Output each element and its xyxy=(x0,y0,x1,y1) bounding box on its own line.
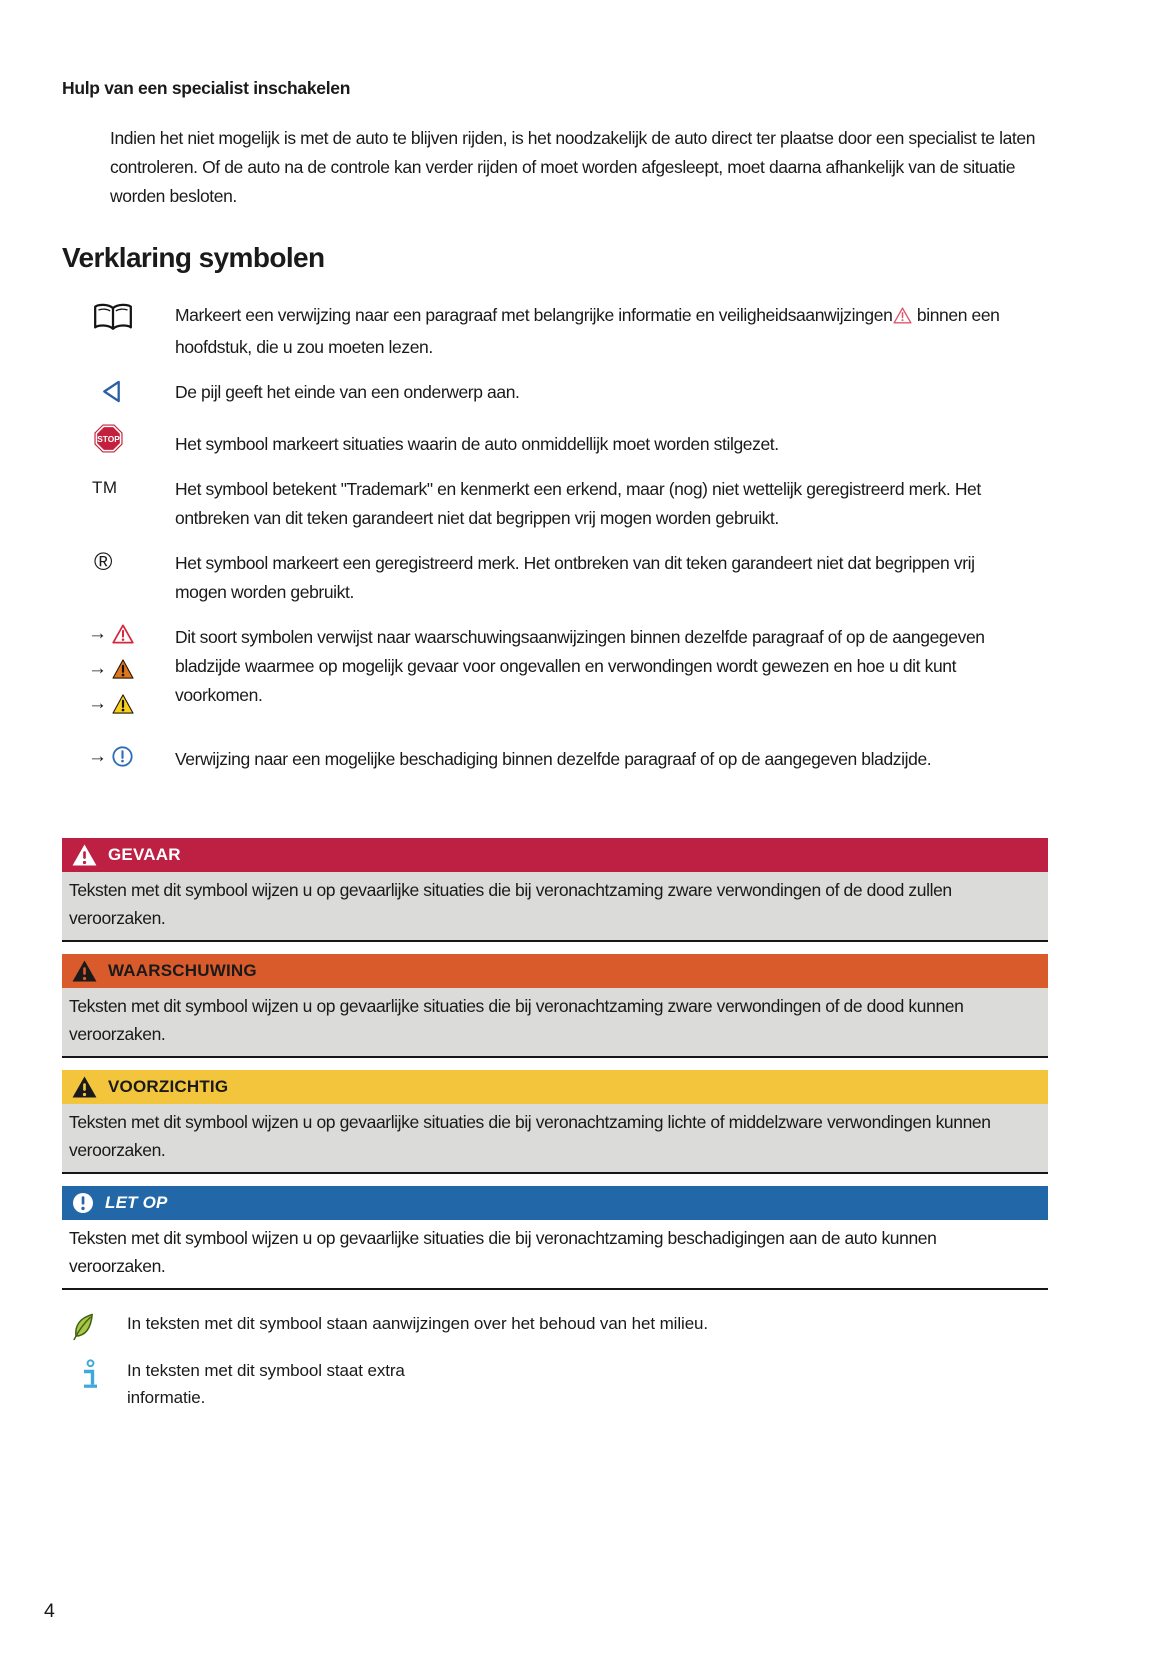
symbol-text-after: binnen een hoofdstuk, die u zou moeten lezen. xyxy=(175,305,1000,357)
open-book-icon xyxy=(62,301,175,362)
symbol-legend-list xyxy=(62,301,1048,782)
info-note-row xyxy=(62,1357,1048,1411)
eco-note-row xyxy=(62,1310,1048,1341)
symbol-text: Verwijzing naar een mogelijke beschadiging binnen dezelfde paragraaf of op de aangegeven bladzijde. xyxy=(175,749,932,769)
arrow-right-icon: → xyxy=(88,693,107,714)
arrow-blue-circle xyxy=(88,746,175,767)
notice-box-caution xyxy=(62,1070,1048,1174)
caution-triangle-icon xyxy=(72,1076,97,1098)
symbol-row-reference xyxy=(62,301,1048,362)
info-note-text: In teksten met dit symbool staat extra informatie. xyxy=(127,1361,405,1407)
arrow-orange-triangle xyxy=(88,659,175,679)
arrow-damage-circle-icon xyxy=(62,745,175,782)
notice-body: Teksten met dit symbool wijzen u op gevaarlijke situaties die bij veronachtzaming zware verwondingen of de dood zullen veroorzaken. xyxy=(62,872,1048,942)
intro-paragraph: Indien het niet mogelijk is met de auto te blijven rijden, is het noodzakelijk de auto direct ter plaatse door een specialist te laten controleren. Of de auto na de controle kan verder rijden of moet worden afgesleept, moet daarna afhankelijk van de situatie worden besloten. xyxy=(110,128,1036,206)
symbol-text: Het symbool markeert situaties waarin de auto onmiddellijk moet worden stilgezet. xyxy=(175,434,779,454)
page-content xyxy=(62,78,1048,1411)
arrow-right-icon: → xyxy=(88,623,107,644)
notice-body: Teksten met dit symbool wijzen u op gevaarlijke situaties die bij veronachtzaming zware verwondingen of de dood kunnen veroorzaken. xyxy=(62,988,1048,1058)
arrow-red-outline-triangle xyxy=(88,624,175,644)
notice-header xyxy=(62,1070,1048,1104)
symbol-text: De pijl geeft het einde van een onderwerp aan. xyxy=(175,382,520,402)
notice-body: Teksten met dit symbool wijzen u op gevaarlijke situaties die bij veronachtzaming beschadigingen aan de auto kunnen veroorzaken. xyxy=(62,1220,1048,1290)
eco-note-text: In teksten met dit symbool staan aanwijzingen over het behoud van het milieu. xyxy=(127,1314,709,1333)
arrow-right-icon: → xyxy=(88,745,107,767)
symbol-text xyxy=(175,301,1005,362)
warning-triangle-outline-icon xyxy=(893,304,912,333)
notice-box-warning xyxy=(62,954,1048,1058)
symbol-row-stop xyxy=(62,423,1048,459)
notice-box-note xyxy=(62,1186,1048,1290)
symbols-heading: Verklaring symbolen xyxy=(62,242,325,273)
symbol-row-trademark xyxy=(62,475,1048,533)
registered-trademark-symbol: ® xyxy=(94,548,113,576)
page-number: 4 xyxy=(44,1600,55,1622)
notice-box-danger xyxy=(62,838,1048,942)
notice-label: WAARSCHUWING xyxy=(108,961,257,980)
notice-label: LET OP xyxy=(105,1193,168,1212)
symbol-text: Het symbool markeert een geregistreerd merk. Het ontbreken van dit teken garandeert niet dat begrippen vrij mogen worden gebruikt. xyxy=(175,553,975,602)
symbol-row-warning-references xyxy=(62,623,1048,729)
symbol-row-end-of-topic xyxy=(62,378,1048,407)
note-circle-exclamation-icon xyxy=(72,1192,94,1214)
stop-sign-icon xyxy=(62,423,175,459)
symbol-row-registered xyxy=(62,549,1048,607)
arrow-yellow-triangle xyxy=(88,694,175,714)
notice-label: VOORZICHTIG xyxy=(108,1077,229,1096)
symbol-row-damage-reference xyxy=(62,745,1048,782)
notice-body: Teksten met dit symbool wijzen u op gevaarlijke situaties die bij veronachtzaming lichte of middelzware verwondingen kunnen veroorzaken. xyxy=(62,1104,1048,1174)
end-of-topic-arrow-icon xyxy=(62,378,175,407)
notice-header xyxy=(62,1186,1048,1220)
info-icon xyxy=(62,1357,127,1411)
notice-label: GEVAAR xyxy=(108,845,181,864)
arrow-warning-triangle-icons xyxy=(62,623,175,729)
danger-triangle-icon xyxy=(72,844,97,866)
trademark-symbol: TM xyxy=(92,478,118,497)
symbol-text-before: Markeert een verwijzing naar een paragraaf met belangrijke informatie en veiligheidsaanwijzingen xyxy=(175,305,893,325)
notice-header xyxy=(62,838,1048,872)
section-heading: Hulp van een specialist inschakelen xyxy=(62,78,351,98)
symbol-text: Het symbool betekent "Trademark" en kenmerkt een erkend, maar (nog) niet wettelijk geregistreerd merk. Het ontbreken van dit teken garandeert niet dat begrippen vrij mogen worden gebruikt. xyxy=(175,479,981,528)
symbol-text: Dit soort symbolen verwijst naar waarschuwingsaanwijzingen binnen dezelfde paragraaf of op de aangegeven bladzijde waarmee op mogelijk gevaar voor ongevallen en verwondingen wordt gewezen en hoe u dit kunt voorkomen. xyxy=(175,627,985,705)
notice-header xyxy=(62,954,1048,988)
arrow-right-icon: → xyxy=(88,658,107,679)
stop-sign-label: STOP xyxy=(97,433,120,444)
warning-triangle-icon xyxy=(72,960,97,982)
eco-leaf-icon xyxy=(62,1310,127,1341)
